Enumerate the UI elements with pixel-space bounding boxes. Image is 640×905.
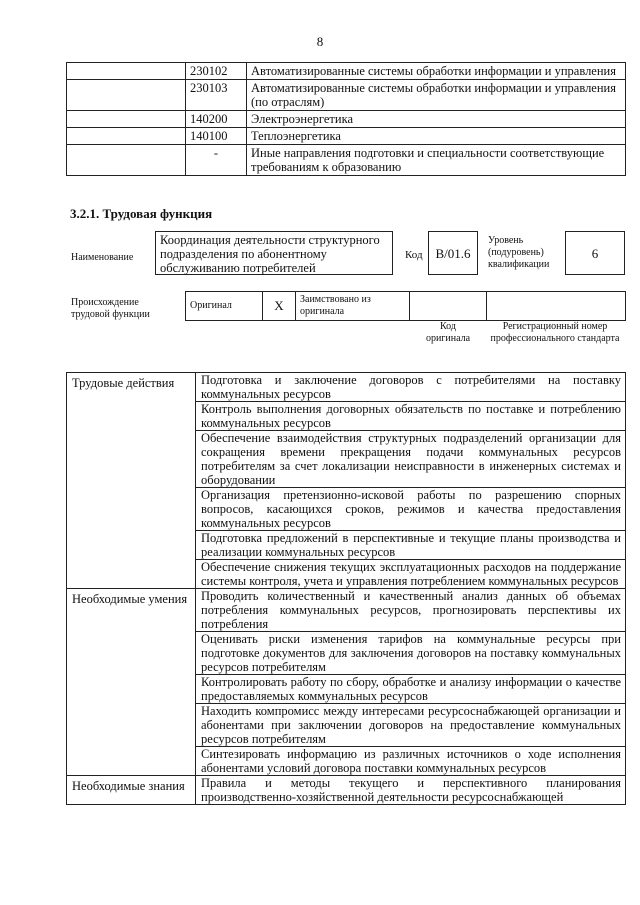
level-label: Уровень (подуровень) квалификации — [488, 235, 550, 270]
group-label: Необходимые умения — [67, 589, 196, 776]
table-row — [67, 776, 626, 805]
page-number: 8 — [316, 34, 324, 49]
origin-table — [185, 291, 626, 321]
qualification-level: 6 — [565, 231, 625, 275]
table-row — [67, 589, 626, 632]
specialty-code: 230102 — [186, 63, 247, 80]
specialty-code: 230103 — [186, 80, 247, 111]
list-item: Подготовка и заключение договоров с потребителями на поставку коммунальных ресурсов — [196, 373, 626, 402]
caption-original-code: Код оригинала — [425, 321, 471, 344]
code-label: Код — [405, 249, 423, 261]
list-item: Обеспечение взаимодействия структурных подразделений организации для сокращения времени прекращения подачи коммунальных ресурсов потребителям за счет локализации неисправности в инженерных системах и оборудовании — [196, 431, 626, 488]
section-title: 3.2.1. Трудовая функция — [70, 206, 213, 221]
specialty-name: Иные направления подготовки и специальности соответствующие требованиям к образованию — [247, 145, 626, 176]
specialty-table — [66, 62, 626, 176]
list-item: Контролировать работу по сбору, обработке и анализу информации о качестве предоставляемых коммунальных ресурсов — [196, 675, 626, 704]
list-item: Правила и методы текущего и перспективного планирования производственно-хозяйственной деятельности ресурсоснабжающей — [196, 776, 626, 805]
name-label: Наименование — [71, 252, 134, 263]
list-item: Организация претензионно-исковой работы по разрешению спорных вопросов, касающихся сроков, режимов и качества предоставления коммунальных ресурсов — [196, 488, 626, 531]
specialty-name: Автоматизированные системы обработки информации и управления (по отраслям) — [247, 80, 626, 111]
specialty-name: Теплоэнергетика — [247, 128, 626, 145]
specialty-name: Автоматизированные системы обработки информации и управления — [247, 63, 626, 80]
original-code-cell — [410, 292, 487, 321]
table-row — [186, 292, 626, 321]
list-item: Подготовка предложений в перспективные и текущие планы производства и реализации коммунальных ресурсов — [196, 531, 626, 560]
list-item: Проводить количественный и качественный анализ данных об объемах потребления коммунальных ресурсов, прогнозировать перспективы их потребления — [196, 589, 626, 632]
function-code: B/01.6 — [428, 231, 478, 275]
original-label: Оригинал — [186, 292, 263, 321]
specialty-code: - — [186, 145, 247, 176]
list-item: Находить компромисс между интересами ресурсоснабжающей организации и абонентами при заключении договоров на предоставление коммунальных ресурсов потребителям — [196, 704, 626, 747]
specialty-code: 140100 — [186, 128, 247, 145]
caption-reg-number: Регистрационный номер профессионального стандарта — [490, 321, 620, 344]
specialty-name: Электроэнергетика — [247, 111, 626, 128]
list-item: Обеспечение снижения текущих эксплуатационных расходов на поддержание системы контроля, учета и управления потреблением коммунальных ресурсов — [196, 560, 626, 589]
group-label: Трудовые действия — [67, 373, 196, 589]
list-item: Оценивать риски изменения тарифов на коммунальные ресурсы при подготовке документов для заключения договоров на поставку коммунальных ресурсов потребителям — [196, 632, 626, 675]
origin-label: Происхождение трудовой функции — [71, 297, 150, 320]
specialty-code: 140200 — [186, 111, 247, 128]
original-mark: X — [263, 292, 296, 321]
table-row — [67, 145, 626, 176]
table-row — [67, 80, 626, 111]
list-item: Контроль выполнения договорных обязательств по поставке и потреблению коммунальных ресурсов — [196, 402, 626, 431]
function-name: Координация деятельности структурного подразделения по абонентному обслуживанию потребителей — [155, 231, 393, 275]
list-item: Синтезировать информацию из различных источников о ходе исполнения абонентами условий договора поставки коммунальных ресурсов — [196, 747, 626, 776]
function-details-table — [66, 372, 626, 805]
table-row — [67, 111, 626, 128]
borrowed-label: Заимствовано из оригинала — [296, 292, 410, 321]
reg-number-cell — [487, 292, 626, 321]
group-label: Необходимые знания — [67, 776, 196, 805]
table-row — [67, 63, 626, 80]
table-row — [67, 373, 626, 402]
table-row — [67, 128, 626, 145]
